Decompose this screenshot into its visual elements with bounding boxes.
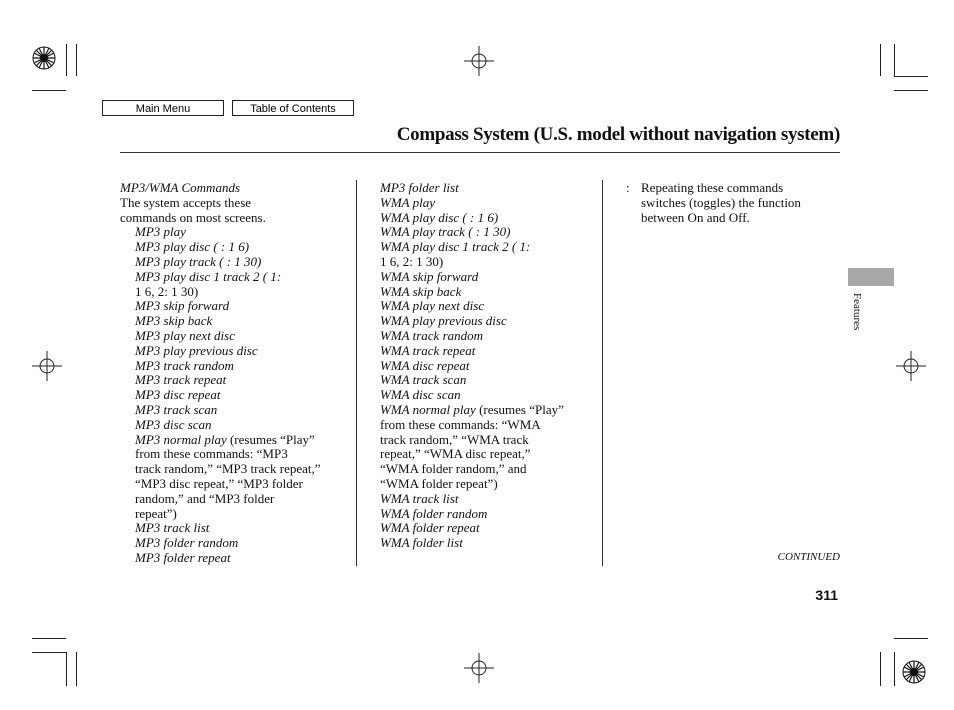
text-line (380, 270, 600, 285)
text-line (380, 403, 600, 418)
section-tab-label: Features (851, 293, 863, 331)
text-line (380, 492, 600, 507)
body-text: 1 6, 2: 1 30) (380, 253, 444, 269)
title-divider (120, 152, 840, 153)
text-line (120, 285, 354, 300)
voice-command: WMA play next disc (380, 298, 485, 314)
voice-command: MP3 track random (135, 357, 234, 373)
body-text: “WMA folder random,” and (380, 461, 527, 477)
voice-command: MP3 skip back (135, 313, 213, 329)
text-line (120, 477, 354, 492)
text-line (120, 462, 354, 477)
text-line (380, 196, 600, 211)
text-line (120, 270, 354, 285)
text-line (380, 507, 600, 522)
text-line (120, 329, 354, 344)
voice-command: MP3 play disc ( : 1 6) (135, 239, 250, 255)
text-line (380, 211, 600, 226)
voice-command: WMA track scan (380, 372, 467, 388)
text-line (380, 329, 600, 344)
crop-line (894, 638, 928, 639)
text-line (380, 388, 600, 403)
voice-command: WMA disc repeat (380, 357, 470, 373)
text-line (120, 551, 354, 566)
text-line (120, 388, 354, 403)
voice-command: WMA disc scan (380, 387, 461, 403)
voice-command: WMA normal play (380, 401, 476, 417)
text-line (380, 240, 600, 255)
text-line (380, 462, 600, 477)
note-line: Repeating these commands (641, 180, 784, 195)
text-line (120, 507, 354, 522)
voice-command: MP3 play track ( : 1 30) (135, 253, 262, 269)
voice-command: WMA skip forward (380, 268, 479, 284)
main-menu-button[interactable]: Main Menu (102, 100, 224, 116)
column-divider (356, 180, 357, 566)
text-line (380, 477, 600, 492)
text-line (380, 181, 600, 196)
registration-mark-icon (31, 45, 57, 71)
text-line (120, 418, 354, 433)
voice-command: MP3 play previous disc (135, 342, 258, 358)
text-line (120, 447, 354, 462)
text-line (380, 373, 600, 388)
text-line (380, 314, 600, 329)
text-line (380, 225, 600, 240)
voice-command: WMA skip back (380, 283, 462, 299)
text-line (120, 225, 354, 240)
voice-command: MP3 play (135, 224, 186, 240)
page-number: 311 (815, 587, 838, 603)
table-of-contents-button[interactable]: Table of Contents (232, 100, 354, 116)
voice-command: MP3 folder repeat (135, 549, 231, 565)
crosshair-mark-icon (896, 351, 926, 381)
text-line (380, 285, 600, 300)
voice-command: WMA track list (380, 490, 459, 506)
text-line (380, 255, 600, 270)
voice-command: WMA folder list (380, 535, 463, 551)
crop-line (32, 90, 66, 91)
text-line (120, 403, 354, 418)
column-mp3-commands (120, 181, 354, 566)
voice-command: WMA play (380, 194, 435, 210)
voice-command: MP3/WMA Commands (120, 180, 241, 195)
voice-command: WMA play track ( : 1 30) (380, 224, 511, 240)
voice-command: WMA play disc 1 track 2 ( 1: (380, 239, 531, 255)
note-bullet: : (626, 180, 630, 195)
crosshair-mark-icon (464, 46, 494, 76)
crop-line (76, 652, 77, 686)
text-line (120, 359, 354, 374)
voice-command: MP3 play disc 1 track 2 ( 1: (135, 268, 282, 284)
text-line (380, 344, 600, 359)
text-line (120, 299, 354, 314)
text-line (120, 240, 354, 255)
crop-line (894, 76, 928, 77)
text-line (380, 447, 600, 462)
continued-label: CONTINUED (777, 551, 840, 563)
section-tab-marker (848, 268, 894, 286)
voice-command: MP3 track scan (135, 401, 218, 417)
body-text: from these commands: “MP3 (135, 446, 288, 462)
voice-command: WMA play previous disc (380, 313, 507, 329)
text-line (380, 521, 600, 536)
voice-command: WMA track repeat (380, 342, 476, 358)
crop-line (66, 44, 67, 76)
column-divider (602, 180, 603, 566)
voice-command: MP3 track list (135, 520, 210, 536)
text-line (120, 196, 354, 211)
text-line (120, 181, 354, 196)
text-line (120, 492, 354, 507)
text-line (380, 299, 600, 314)
body-text: The system accepts these (120, 194, 252, 210)
body-text: “MP3 disc repeat,” “MP3 folder (135, 475, 303, 491)
body-text: random,” and “MP3 folder (135, 490, 275, 506)
voice-command: WMA folder repeat (380, 520, 480, 536)
body-text: track random,” “WMA track (380, 431, 529, 447)
voice-command: WMA folder random (380, 505, 488, 521)
voice-command: MP3 folder random (135, 535, 239, 551)
crop-line (32, 652, 66, 653)
registration-mark-icon (901, 659, 927, 685)
crosshair-mark-icon (32, 351, 62, 381)
body-text: (resumes “Play” (475, 401, 564, 417)
column-wma-commands (380, 181, 600, 551)
text-line (120, 255, 354, 270)
text-line (120, 536, 354, 551)
page-title: Compass System (U.S. model without navigation system) (396, 124, 840, 145)
note-line: switches (toggles) the function (641, 194, 801, 210)
voice-command: MP3 folder list (380, 180, 459, 195)
text-line (120, 521, 354, 536)
voice-command: WMA track random (380, 327, 484, 343)
body-text: repeat,” “WMA disc repeat,” (380, 446, 531, 462)
body-text: repeat”) (135, 505, 177, 521)
crop-line (894, 44, 895, 76)
crop-line (76, 44, 77, 76)
voice-command: MP3 disc repeat (135, 387, 221, 403)
crop-line (880, 44, 881, 76)
body-text: 1 6, 2: 1 30) (135, 283, 199, 299)
text-line (120, 373, 354, 388)
crop-line (894, 90, 928, 91)
crop-line (880, 652, 881, 686)
voice-command: MP3 disc scan (135, 416, 212, 432)
crop-line (66, 652, 67, 686)
text-line (380, 359, 600, 374)
text-line (120, 211, 354, 226)
text-line (380, 433, 600, 448)
text-line (380, 418, 600, 433)
note-line: between On and Off. (641, 209, 750, 225)
voice-command: MP3 play next disc (135, 327, 235, 343)
text-line (120, 344, 354, 359)
voice-command: MP3 normal play (135, 431, 227, 447)
text-line (120, 314, 354, 329)
voice-command: MP3 skip forward (135, 298, 230, 314)
crosshair-mark-icon (464, 653, 494, 683)
crop-line (894, 652, 895, 686)
text-line (120, 433, 354, 448)
text-line (380, 536, 600, 551)
crop-line (32, 638, 66, 639)
body-text: “WMA folder repeat”) (380, 475, 498, 491)
voice-command: WMA play disc ( : 1 6) (380, 209, 499, 225)
body-text: track random,” “MP3 track repeat,” (135, 461, 321, 477)
body-text: from these commands: “WMA (380, 416, 541, 432)
body-text: commands on most screens. (120, 209, 266, 225)
body-text: (resumes “Play” (226, 431, 315, 447)
voice-command: MP3 track repeat (135, 372, 227, 388)
